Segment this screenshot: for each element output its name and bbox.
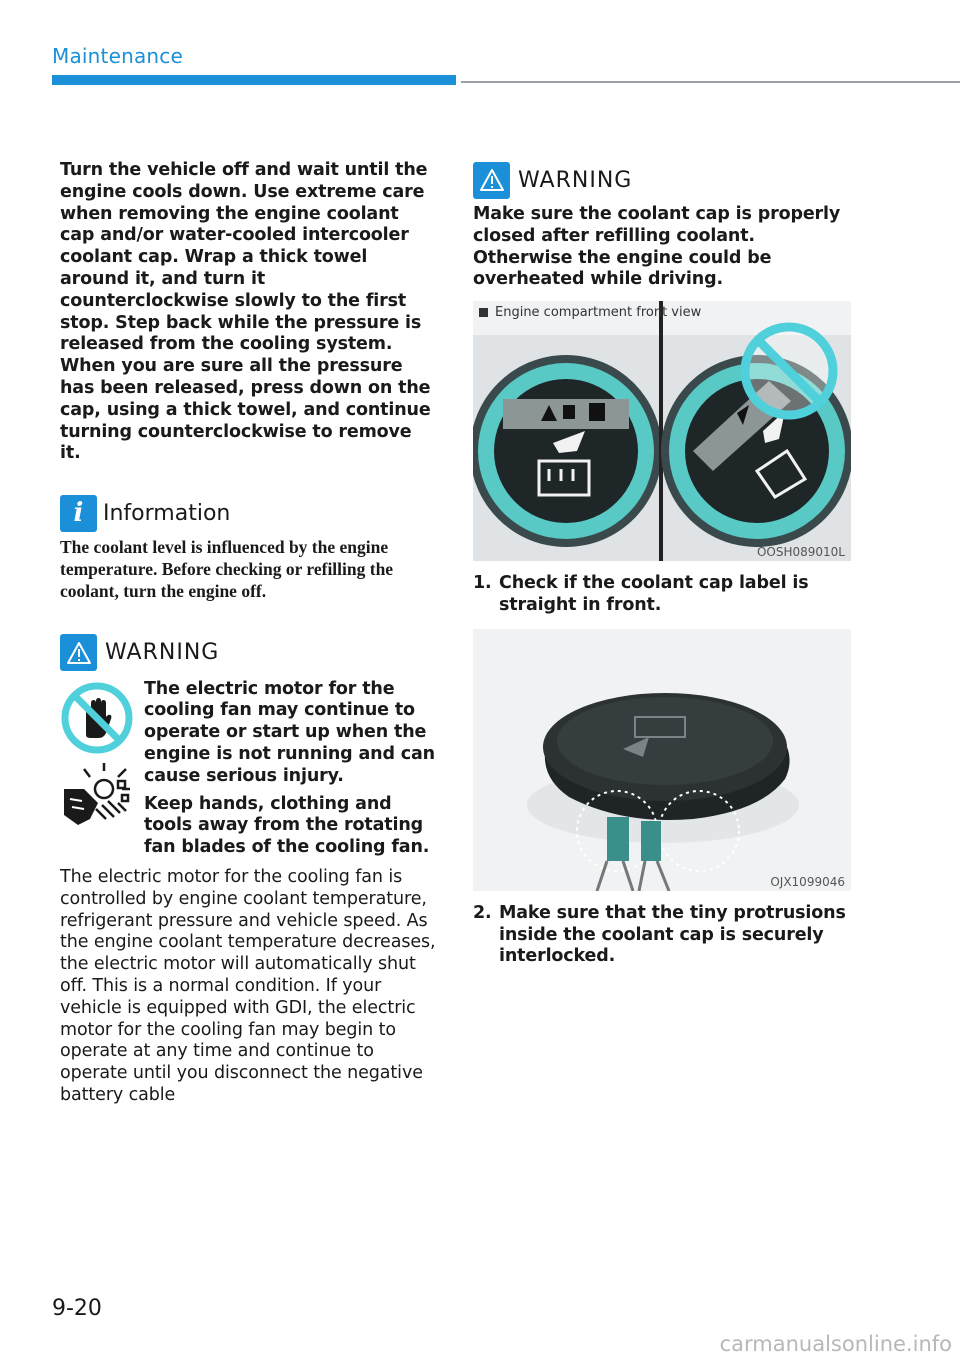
page-number: 9-20 [52, 1296, 102, 1321]
step-item: 1. Check if the coolant cap label is straight in front. [473, 573, 809, 615]
warning-title: WARNING [105, 640, 220, 666]
warning-title: WARNING [518, 167, 633, 193]
no-hand-icon [60, 681, 134, 755]
figure-caption: Engine compartment front view [479, 305, 701, 320]
warning-text-hands: Keep hands, clothing and tools away from the rotating fan blades of the cooling fan. [144, 793, 430, 858]
figure-engine-compartment [473, 301, 851, 561]
right-column [473, 160, 851, 968]
information-text: The coolant level is influenced by the engine temperature. Before checking or refilling the coolant, turn the engine off. [60, 537, 394, 601]
figure-coolant-cap [473, 629, 851, 891]
information-title: Information [103, 500, 231, 526]
body-paragraph: The electric motor for the cooling fan is controlled by engine coolant temperature, refrigerant pressure and vehicle speed. As the engine coolant temperature decreases, the electric motor will automatically shut off. This is a normal condition. If your vehicle is equipped with GDI, the electric motor for the cooling fan may begin to operate at any time and continue to operate until you disconnect the negative battery cable [60, 866, 436, 1105]
figure-code: OOSH089010L [756, 545, 845, 560]
warning-header [60, 633, 436, 673]
fan-warning-block [60, 679, 436, 859]
section-title: Maintenance [52, 44, 183, 68]
header-accent-bar [52, 75, 456, 85]
watermark: carmanualsonline.info [719, 1332, 952, 1356]
coolant-cap-comparison-image [473, 301, 851, 561]
warning-triangle-icon [473, 162, 510, 199]
cap-warning-header [473, 160, 851, 200]
figure-code: OJX1099046 [770, 874, 845, 889]
cap-warning-text: Make sure the coolant cap is properly closed after refilling coolant. Otherwise the engine could be overheated while driving. [473, 204, 841, 290]
warning-text-motor: The electric motor for the cooling fan may continue to operate or start up when the engine is not running and can cause serious injury. [144, 678, 435, 786]
step-item: 2. Make sure that the tiny protrusions inside the coolant cap is securely interlocked. [473, 902, 846, 967]
intro-paragraph: Turn the vehicle off and wait until the engine cools down. Use extreme care when removing the engine coolant cap and/or water-cooled intercooler coolant cap. Wrap a thick towel around it, and turn it counterclockwise slowly to the first stop. Step back while the pressure is released from the cooling system. When you are sure all the pressure has been released, press down on the cap, using a thick towel, and continue turning counterclockwise to remove it. [60, 160, 431, 464]
caption-square-icon [479, 308, 488, 317]
warning-triangle-icon [60, 634, 97, 671]
header-divider-line [461, 81, 960, 83]
warning-symbols [60, 679, 144, 859]
information-icon: i [60, 495, 97, 532]
coolant-cap-protrusions-image [473, 629, 851, 891]
left-column [60, 160, 436, 1107]
fan-hazard-icon [60, 759, 134, 833]
information-header [60, 493, 436, 533]
